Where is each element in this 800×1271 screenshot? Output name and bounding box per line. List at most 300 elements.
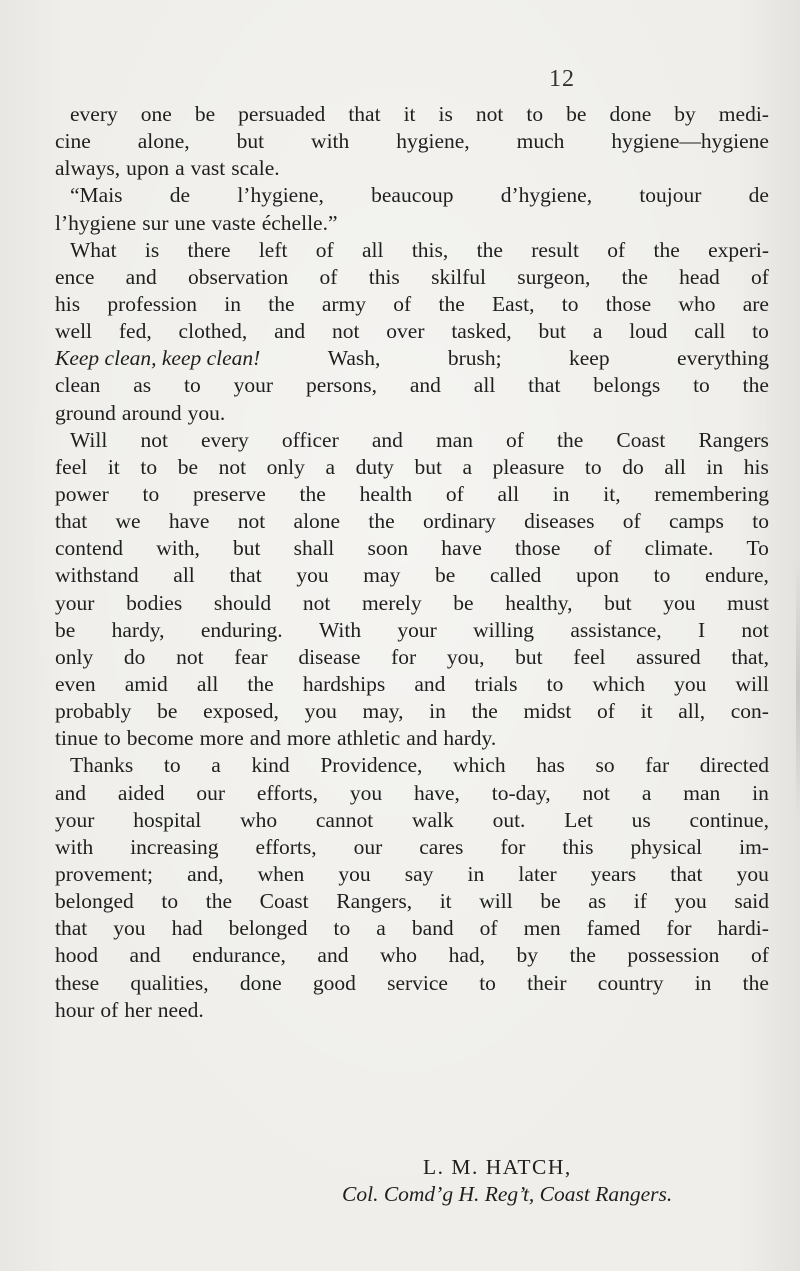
word: the	[438, 291, 465, 316]
word: is	[144, 237, 160, 262]
word: probably	[55, 699, 132, 724]
word: man	[683, 780, 721, 805]
word: to	[693, 373, 710, 398]
word: may	[363, 563, 401, 588]
word: to	[333, 916, 351, 941]
word: left	[258, 237, 288, 262]
word: your	[55, 807, 95, 832]
signature-name: L. M. HATCH,	[423, 1155, 572, 1179]
word: but	[236, 129, 265, 154]
word: the	[742, 373, 769, 398]
text-line	[55, 481, 769, 508]
word: good	[312, 970, 356, 995]
word: health	[359, 481, 413, 506]
text-line	[55, 508, 769, 535]
word: profession	[107, 291, 197, 316]
word: not	[582, 780, 611, 805]
word: to	[561, 291, 579, 316]
word: it	[439, 889, 452, 914]
word: you	[674, 889, 707, 914]
word: her	[124, 997, 152, 1022]
word: alone,	[137, 129, 190, 154]
word: all	[664, 454, 686, 479]
word: always,	[55, 156, 121, 181]
word: assistance,	[570, 617, 662, 642]
word: not	[176, 644, 204, 669]
word: you	[349, 780, 383, 805]
page-edge-shadow	[796, 560, 800, 820]
word: toujour	[639, 183, 702, 208]
word: only	[55, 644, 94, 669]
word: duty	[355, 454, 394, 479]
word: and	[406, 726, 438, 751]
word: to	[140, 454, 158, 479]
word: to	[546, 671, 564, 696]
word: une	[174, 210, 206, 235]
word: to	[142, 481, 160, 506]
word: who	[678, 291, 716, 316]
word: beaucoup	[371, 183, 454, 208]
word: medi-	[718, 102, 769, 126]
word: this,	[411, 237, 449, 262]
word: climate.	[644, 536, 714, 561]
word: this	[368, 264, 400, 289]
word: but	[233, 536, 261, 561]
word: belonged	[228, 916, 308, 941]
word: upon	[126, 156, 170, 181]
word: a	[462, 454, 473, 479]
word: ence	[55, 264, 95, 289]
word: l’hygiene,	[237, 183, 324, 208]
word: belongs	[593, 373, 661, 398]
page-number: 12	[549, 66, 575, 92]
word: the	[368, 509, 395, 534]
word: his	[55, 291, 81, 316]
word: the	[299, 481, 326, 506]
word: had	[171, 916, 203, 941]
word: the	[247, 671, 274, 696]
word: with,	[156, 536, 200, 561]
word: do	[622, 454, 644, 479]
word: you,	[446, 644, 485, 669]
word: to	[752, 509, 769, 534]
word: soon	[367, 536, 409, 561]
word: efforts,	[256, 780, 318, 805]
word: keep	[569, 346, 610, 371]
text-line	[55, 807, 769, 834]
text-line	[55, 535, 769, 562]
word: have	[168, 509, 210, 534]
word: directed	[699, 753, 769, 778]
word: a	[376, 916, 386, 941]
word: of	[751, 264, 769, 289]
word: all	[497, 481, 520, 506]
word: much	[516, 129, 565, 154]
text-line	[55, 671, 769, 698]
word: the	[476, 237, 503, 262]
word: and	[414, 671, 446, 696]
word: head	[679, 264, 720, 289]
word: be	[540, 889, 561, 914]
word: by	[516, 943, 539, 968]
word: even	[55, 671, 96, 696]
text-line	[55, 644, 769, 671]
word: hardships	[302, 671, 386, 696]
word: preserve	[192, 481, 266, 506]
word: to	[653, 563, 671, 588]
word: it	[107, 454, 120, 479]
word: To	[746, 536, 769, 561]
word: hardi-	[717, 916, 769, 941]
word: Let	[564, 807, 593, 832]
word: of	[315, 237, 334, 262]
word: more	[199, 726, 244, 751]
word: shall	[293, 536, 335, 561]
word: not	[140, 427, 168, 452]
word: and,	[187, 861, 224, 886]
word: man	[435, 427, 473, 452]
word: Providence,	[320, 753, 423, 778]
word: call	[694, 319, 726, 344]
word: merely	[361, 590, 422, 615]
word: have,	[413, 780, 460, 805]
word: more	[286, 726, 332, 751]
word: alone	[293, 509, 341, 534]
word: observation	[187, 264, 289, 289]
word: it,	[603, 481, 621, 506]
text-line	[55, 562, 769, 589]
word: so	[595, 753, 615, 778]
word: hygiene—hygiene	[611, 129, 769, 154]
word: hygiene,	[396, 129, 470, 154]
word: be	[435, 563, 456, 588]
word: you	[304, 699, 337, 724]
word: it	[640, 699, 653, 724]
word: experi-	[708, 237, 769, 262]
word: vaste	[211, 210, 256, 235]
word: and	[409, 373, 441, 398]
word: need.	[157, 997, 204, 1022]
word: power	[55, 481, 109, 506]
word: I	[697, 617, 706, 642]
word: that	[670, 861, 703, 886]
word: but	[604, 590, 632, 615]
word: to	[104, 726, 121, 751]
word: for	[666, 916, 692, 941]
word: ordinary	[422, 509, 496, 534]
word: country	[597, 970, 664, 995]
text-line	[55, 182, 769, 209]
word: kind	[251, 753, 290, 778]
text-line	[55, 617, 769, 644]
text-line	[55, 128, 769, 155]
word: not	[237, 509, 266, 534]
word: vast	[190, 156, 226, 181]
word: hood	[55, 943, 98, 968]
word: contend	[55, 536, 124, 561]
word: Rangers	[698, 427, 769, 452]
word: withstand	[55, 563, 139, 588]
text-line	[55, 427, 769, 454]
word: Coast	[259, 889, 309, 914]
word: not	[302, 590, 331, 615]
word: efforts,	[255, 834, 317, 859]
word: upon	[575, 563, 619, 588]
word: cannot	[315, 807, 374, 832]
word: scale.	[231, 156, 280, 181]
word: all	[362, 237, 384, 262]
italic-phrase: Keep clean, keep clean!	[55, 346, 261, 371]
word: to	[526, 102, 544, 126]
word: be	[194, 102, 216, 126]
word: said	[734, 889, 769, 914]
word: for	[391, 644, 417, 669]
word: échelle.”	[261, 210, 338, 235]
word: in	[224, 291, 241, 316]
word: the	[557, 427, 584, 452]
word: “Mais	[70, 183, 123, 208]
word: we	[115, 509, 141, 534]
text-line	[55, 698, 769, 725]
word: to	[184, 373, 201, 398]
word: to	[161, 889, 179, 914]
word: around	[121, 400, 182, 425]
word: physical	[630, 834, 703, 859]
word: of	[445, 481, 464, 506]
word: and	[274, 319, 306, 344]
word: East,	[492, 291, 535, 316]
word: all	[173, 563, 195, 588]
word: endure,	[705, 563, 769, 588]
word: will	[735, 671, 769, 696]
word: band	[411, 916, 454, 941]
word: is	[438, 102, 453, 126]
word: has	[536, 753, 565, 778]
word: and	[129, 943, 161, 968]
word: the	[742, 970, 769, 995]
word: but	[414, 454, 442, 479]
word: should	[213, 590, 272, 615]
word: diseases	[524, 509, 595, 534]
word: of	[479, 916, 498, 941]
word: in	[552, 481, 570, 506]
word: provement;	[55, 861, 153, 886]
word: bodies	[126, 590, 183, 615]
word: midst	[523, 699, 572, 724]
word: you	[663, 590, 696, 615]
text-line	[55, 834, 769, 861]
word: done	[239, 970, 282, 995]
word: a	[325, 454, 336, 479]
word: far	[645, 753, 670, 778]
word: in	[429, 699, 446, 724]
word: that	[229, 563, 262, 588]
word: that	[528, 373, 561, 398]
word: that	[55, 916, 88, 941]
text-line	[55, 861, 769, 888]
text-line	[55, 997, 769, 1024]
word: be	[55, 617, 76, 642]
word: increasing	[130, 834, 219, 859]
word: aided	[117, 780, 165, 805]
word: l’hygiene	[55, 210, 137, 235]
word: to	[584, 454, 602, 479]
word: be	[566, 102, 587, 126]
word: those	[605, 291, 652, 316]
word: his	[743, 454, 769, 479]
word: if	[633, 889, 647, 914]
word: cares	[419, 834, 464, 859]
word: d’hygiene,	[500, 183, 593, 208]
word: with	[55, 834, 94, 859]
text-line	[55, 318, 769, 345]
word: every	[70, 102, 118, 126]
word: tinue	[55, 726, 98, 751]
word: continue,	[689, 807, 769, 832]
word: with	[311, 129, 350, 154]
word: a	[641, 780, 652, 805]
word: the	[621, 264, 648, 289]
word: a	[175, 156, 185, 181]
word: con-	[730, 699, 769, 724]
word: be	[157, 699, 178, 724]
word: hardy,	[111, 617, 165, 642]
word: over	[386, 319, 425, 344]
text-line	[55, 590, 769, 617]
word: to	[163, 753, 181, 778]
word: you	[674, 671, 707, 696]
word: of	[622, 509, 641, 534]
word: officer	[281, 427, 339, 452]
word: in	[467, 861, 485, 886]
word: have	[441, 536, 482, 561]
word: of	[597, 699, 615, 724]
word: years	[590, 861, 637, 886]
word: be	[177, 454, 198, 479]
word: feel	[55, 454, 88, 479]
word: Will	[70, 427, 108, 452]
word: remembering	[654, 481, 769, 506]
word: are	[742, 291, 769, 316]
word: it	[403, 102, 416, 126]
word: which	[453, 753, 506, 778]
word: fed,	[118, 319, 152, 344]
word: service	[387, 970, 448, 995]
word: result	[531, 237, 579, 262]
word: persuaded	[238, 102, 326, 126]
word: men	[523, 916, 561, 941]
text-line	[55, 101, 769, 128]
word: their	[527, 970, 567, 995]
text-line	[55, 725, 769, 752]
word: willing	[473, 617, 535, 642]
word: of	[393, 291, 412, 316]
word: for	[500, 834, 526, 859]
word: in	[694, 970, 712, 995]
word: clothed,	[178, 319, 248, 344]
word: you	[113, 916, 146, 941]
word: be	[453, 590, 474, 615]
word: that	[55, 509, 88, 534]
word: but	[515, 644, 543, 669]
word: not	[741, 617, 769, 642]
word: as	[588, 889, 607, 914]
word: the	[471, 699, 498, 724]
word: of	[506, 427, 524, 452]
word: possession	[627, 943, 720, 968]
word: de	[748, 183, 769, 208]
word: to	[479, 970, 496, 995]
word: endurance,	[192, 943, 286, 968]
word: and	[371, 427, 403, 452]
word: there	[187, 237, 231, 262]
word: as	[133, 373, 152, 398]
word: de	[169, 183, 191, 208]
word: amid	[124, 671, 168, 696]
word: well	[55, 319, 93, 344]
word: a	[592, 319, 603, 344]
word: of	[100, 997, 119, 1022]
word: not	[218, 454, 247, 479]
word: athletic	[337, 726, 401, 751]
word: to	[752, 319, 769, 344]
word: later	[518, 861, 557, 886]
word: all	[473, 373, 496, 398]
word: this	[562, 834, 594, 859]
text-line	[55, 915, 769, 942]
word: every	[201, 427, 249, 452]
word: your	[233, 373, 274, 398]
word: when	[257, 861, 305, 886]
word: hospital	[133, 807, 202, 832]
word: persons,	[305, 373, 377, 398]
word: hour	[55, 997, 95, 1022]
word: of	[319, 264, 338, 289]
word: Rangers,	[336, 889, 413, 914]
word: famed	[586, 916, 641, 941]
word: surgeon,	[517, 264, 591, 289]
word: camps	[669, 509, 724, 534]
word: the	[268, 291, 295, 316]
word: a	[211, 753, 221, 778]
word: With	[318, 617, 362, 642]
word: of	[593, 536, 612, 561]
word: pleasure	[492, 454, 565, 479]
word: our	[196, 780, 225, 805]
body-text	[55, 101, 769, 1024]
word: the	[205, 889, 233, 914]
text-line	[55, 155, 769, 182]
word: feel	[573, 644, 606, 669]
word: cine	[55, 129, 91, 154]
word: say	[404, 861, 434, 886]
text-line	[55, 237, 769, 264]
word: these	[55, 970, 100, 995]
word: in	[752, 780, 769, 805]
word: fear	[234, 644, 268, 669]
word: healthy,	[505, 590, 573, 615]
word: our	[353, 834, 383, 859]
word: loud	[629, 319, 668, 344]
word: not	[475, 102, 504, 126]
word: sur	[142, 210, 169, 235]
word: must	[727, 590, 769, 615]
word: everything	[677, 346, 769, 371]
word: What	[70, 237, 117, 262]
text-line	[55, 752, 769, 779]
word: brush;	[447, 346, 502, 371]
word: hardy.	[443, 726, 497, 751]
